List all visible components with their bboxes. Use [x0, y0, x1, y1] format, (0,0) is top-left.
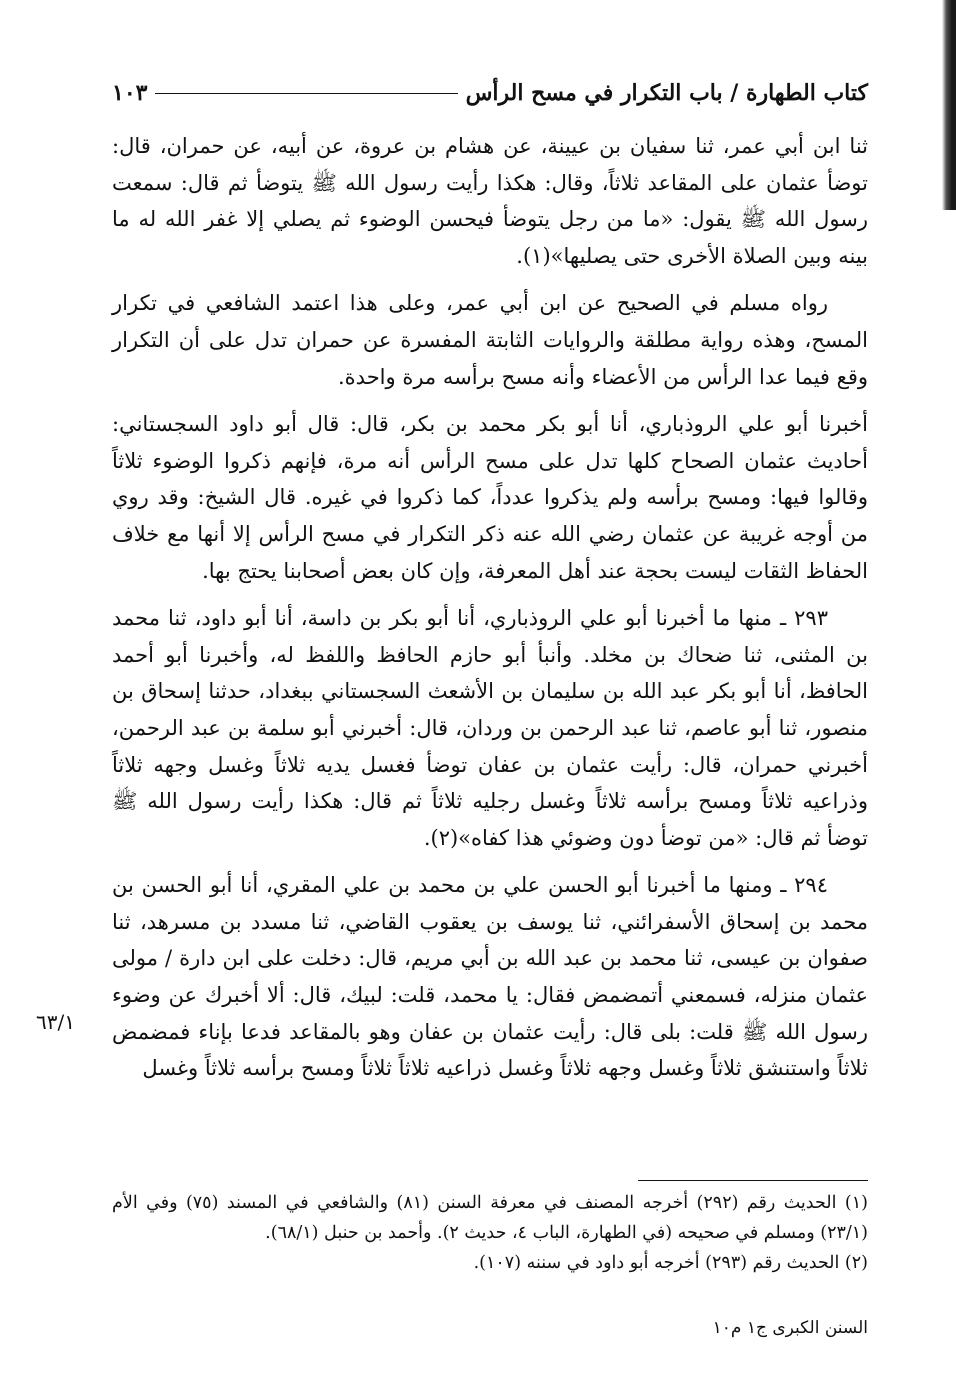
- paragraph: ٢٩٤ ـ ومنها ما أخبرنا أبو الحسن علي بن محمد بن علي المقري، أنا أبو الحسن بن محمد بن إسحاق الأسفرائني، ثنا يوسف بن يعقوب القاضي، ثنا مسدد بن مسرهد، ثنا صفوان بن عيسى، ثنا محمد بن عبد الله بن أبي مريم، قال: دخلت على ابن دارة / مولى عثمان منزله، فسمعني أتمضمض فقال: يا محمد، قلت: لبيك، قال: ألا أخبرك عن وضوء رسول الله ﷺ قلت: بلى قال: رأيت عثمان بن عفان وهو بالمقاعد فدعا بإناء فمضمض ثلاثاً واستنشق ثلاثاً وغسل وجهه ثلاثاً وغسل ذراعيه ثلاثاً ثلاثاً ومسح برأسه ثلاثاً وغسل: [112, 873, 868, 1081]
- footnotes: [112, 1188, 868, 1278]
- main-text: [112, 128, 868, 1098]
- chapter-title: كتاب الطهارة / باب التكرار في مسح الرأس: [465, 80, 868, 106]
- header-rule: [155, 93, 457, 94]
- paragraph: ٢٩٣ ـ منها ما أخبرنا أبو علي الروذباري، أنا أبو بكر بن داسة، أنا أبو داود، ثنا محمد بن المثنى، ثنا ضحاك بن مخلد. وأنبأ أبو حازم الحافظ واللفظ له، وأخبرنا أبو أحمد الحافظ، أنا أبو بكر عبد الله بن سليمان بن الأشعث السجستاني ببغداد، حدثنا إسحاق بن منصور، ثنا أبو عاصم، ثنا عبد الرحمن بن وردان، قال: أخبرني أبو سلمة بن عبد الرحمن، أخبرني حمران، قال: رأيت عثمان بن عفان توضأ فغسل يديه ثلاثاً وغسل وجهه ثلاثاً وذراعيه ثلاثاً ومسح برأسه ثلاثاً وغسل رجليه ثلاثاً ثم قال: هكذا رأيت رسول الله ﷺ توضأ ثم قال: «من توضأ دون وضوئي هذا كفاه»(٢).: [112, 606, 868, 850]
- footnote: (١) الحديث رقم (٢٩٢) أخرجه المصنف في معرفة السنن (٨١) والشافعي في المسند (٧٥) وفي الأم (٢٣/١) ومسلم في صحيحه (في الطهارة، الباب ٤، حديث ٢). وأحمد بن حنبل (٦٨/١).: [112, 1193, 868, 1243]
- paragraph: أخبرنا أبو علي الروذباري، أنا أبو بكر محمد بن بكر، قال: قال أبو داود السجستاني: أحاديث عثمان الصحاح كلها تدل على مسح الرأس أنه مرة، فإنهم ذكروا الوضوء ثلاثاً وقالوا فيها: ومسح برأسه ولم يذكروا عدداً، كما ذكروا في غيره. قال الشيخ: وقد روي من أوجه غريبة عن عثمان رضي الله عنه ذكر التكرار في مسح الرأس إلا أنها مع خلاف الحفاظ الثقات ليست بحجة عند أهل المعرفة، وإن كان بعض أصحابنا يحتج بها.: [112, 412, 868, 583]
- footnote-divider: [638, 1180, 868, 1181]
- running-header: [112, 78, 868, 108]
- page-number: ١٠٣: [112, 80, 148, 106]
- paragraph: رواه مسلم في الصحيح عن ابن أبي عمر، وعلى هذا اعتمد الشافعي في تكرار المسح، وهذه رواية مطلقة والروايات الثابتة المفسرة عن حمران تدل على أن التكرار وقع فيما عدا الرأس من الأعضاء وأنه مسح برأسه مرة واحدة.: [112, 291, 868, 389]
- paragraph: ثنا ابن أبي عمر، ثنا سفيان بن عيينة، عن هشام بن عروة، عن أبيه، عن حمران، قال: توضأ عثمان على المقاعد ثلاثاً، وقال: هكذا رأيت رسول الله ﷺ يتوضأ ثم قال: سمعت رسول الله ﷺ يقول: «ما من رجل يتوضأ فيحسن الوضوء ثم يصلي إلا غفر الله له ما بينه وبين الصلاة الأخرى حتى يصليها»(١).: [112, 134, 868, 268]
- margin-page-reference: ٦٣/١: [36, 1010, 75, 1034]
- book-spine-shadow: [942, 0, 956, 210]
- printer-signature: السنن الكبرى ج١ م١٠: [712, 1318, 868, 1338]
- footnote: (٢) الحديث رقم (٢٩٣) أخرجه أبو داود في سننه (١٠٧).: [473, 1253, 868, 1273]
